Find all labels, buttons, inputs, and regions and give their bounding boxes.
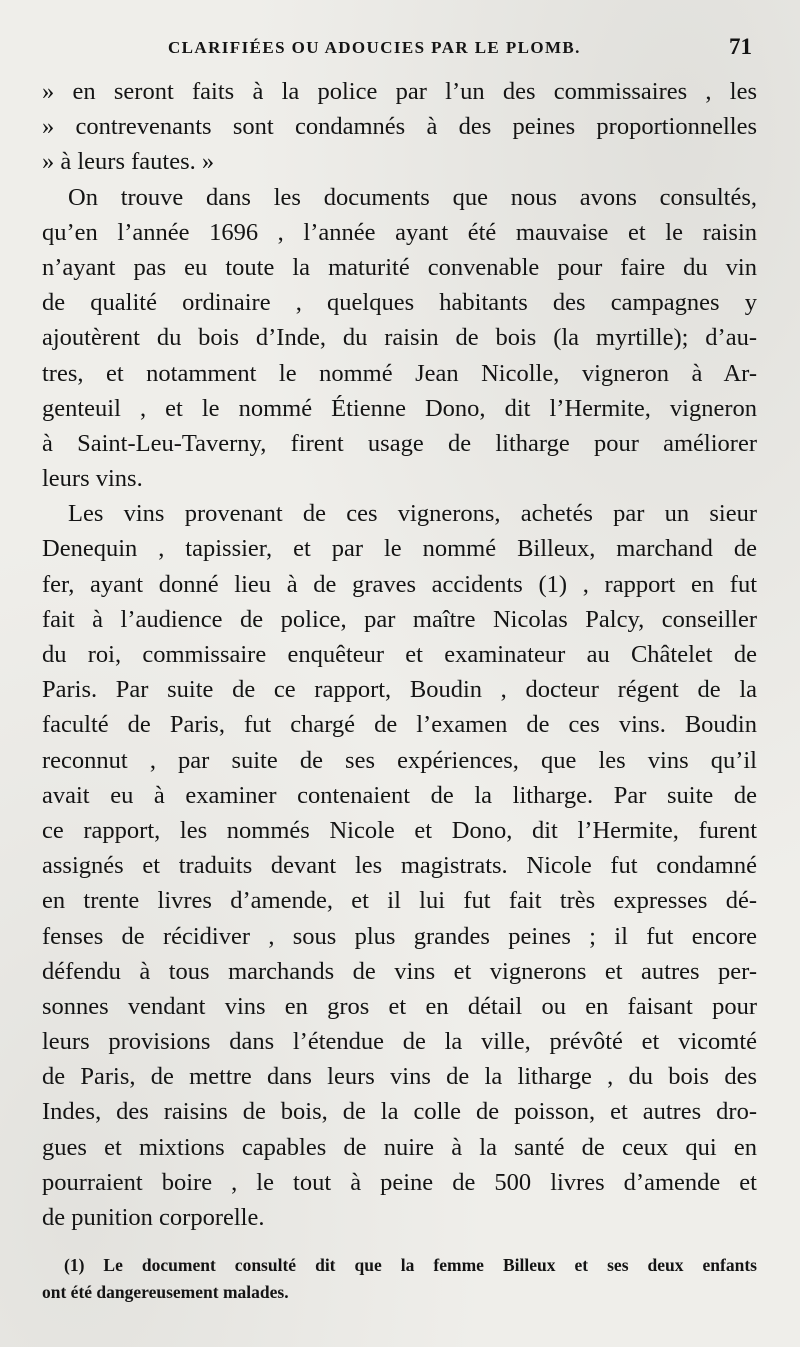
text-line: » en seront faits à la police par l’un des commissaires , les [42, 78, 757, 105]
text-line: leurs provisions dans l’étendue de la ville, prévôté et vicomté [42, 1028, 757, 1056]
text-line: pourraient boire , le tout à peine de 500 livres d’amende et [42, 1168, 757, 1196]
text-line: ce rapport, les nommés Nicole et Dono, dit l’Hermite, furent [42, 816, 757, 844]
footnote [42, 1252, 757, 1306]
text-line: Paris. Par suite de ce rapport, Boudin , docteur régent de la [42, 676, 757, 704]
text-line: tres, et notamment le nommé Jean Nicolle, vigneron à Ar- [42, 359, 757, 387]
paragraph-start-line: On trouve dans les documents que nous avons consultés, [68, 183, 757, 211]
paragraph-start-line: Les vins provenant de ces vignerons, achetés par un sieur [68, 500, 757, 528]
running-title: CLARIFIÉES OU ADOUCIES PAR LE PLOMB. [168, 38, 581, 57]
text-line: fer, ayant donné lieu à de graves accidents (1) , rapport en fut [42, 570, 757, 598]
text-line: fait à l’audience de police, par maître Nicolas Palcy, conseiller [42, 605, 757, 633]
text-line: de qualité ordinaire , quelques habitants des campagnes y [42, 289, 757, 317]
text-line: de punition corporelle. [42, 1204, 265, 1231]
footnote-line: (1) Le document consulté dit que la femme Billeux et ses deux enfants [64, 1255, 757, 1275]
text-line: fenses de récidiver , sous plus grandes peines ; il fut encore [42, 922, 757, 950]
text-line: » à leurs fautes. » [42, 148, 215, 176]
text-line: ajoutèrent du bois d’Inde, du raisin de bois (la myrtille); d’au- [42, 324, 757, 352]
text-line: en trente livres d’amende, et il lui fut fait très expresses dé- [42, 887, 757, 915]
text-line: assignés et traduits devant les magistrats. Nicole fut condamné [42, 852, 757, 880]
body-text [42, 74, 757, 1235]
text-line: Indes, des raisins de bois, de la colle de poisson, et autres dro- [42, 1098, 757, 1126]
text-line: du roi, commissaire enquêteur et examinateur au Châtelet de [42, 641, 757, 668]
text-line: leurs vins. [42, 465, 143, 493]
text-line: avait eu à examiner contenaient de la litharge. Par suite de [42, 781, 757, 809]
text-line: qu’en l’année 1696 , l’année ayant été mauvaise et le raisin [42, 218, 757, 246]
page-header [40, 34, 760, 64]
text-line: » contrevenants sont condamnés à des peines proportionnelles [42, 113, 757, 141]
text-line: à Saint-Leu-Taverny, firent usage de litharge pour améliorer [42, 429, 757, 457]
text-line: n’ayant pas eu toute la maturité convenable pour faire du vin [42, 253, 757, 281]
footnote-line: ont été dangereusement malades. [42, 1282, 289, 1302]
text-line: Denequin , tapissier, et par le nommé Billeux, marchand de [42, 535, 757, 563]
text-line: gues et mixtions capables de nuire à la santé de ceux qui en [42, 1133, 757, 1161]
text-line: de Paris, de mettre dans leurs vins de la litharge , du bois des [42, 1063, 757, 1091]
text-line: reconnut , par suite de ses expériences, que les vins qu’il [42, 746, 757, 774]
text-line: genteuil , et le nommé Étienne Dono, dit l’Hermite, vigneron [42, 394, 757, 422]
text-line: sonnes vendant vins en gros et en détail ou en faisant pour [42, 992, 757, 1020]
text-line: défendu à tous marchands de vins et vignerons et autres per- [42, 957, 757, 985]
text-line: faculté de Paris, fut chargé de l’examen de ces vins. Boudin [42, 711, 757, 739]
page-number: 71 [729, 34, 752, 59]
